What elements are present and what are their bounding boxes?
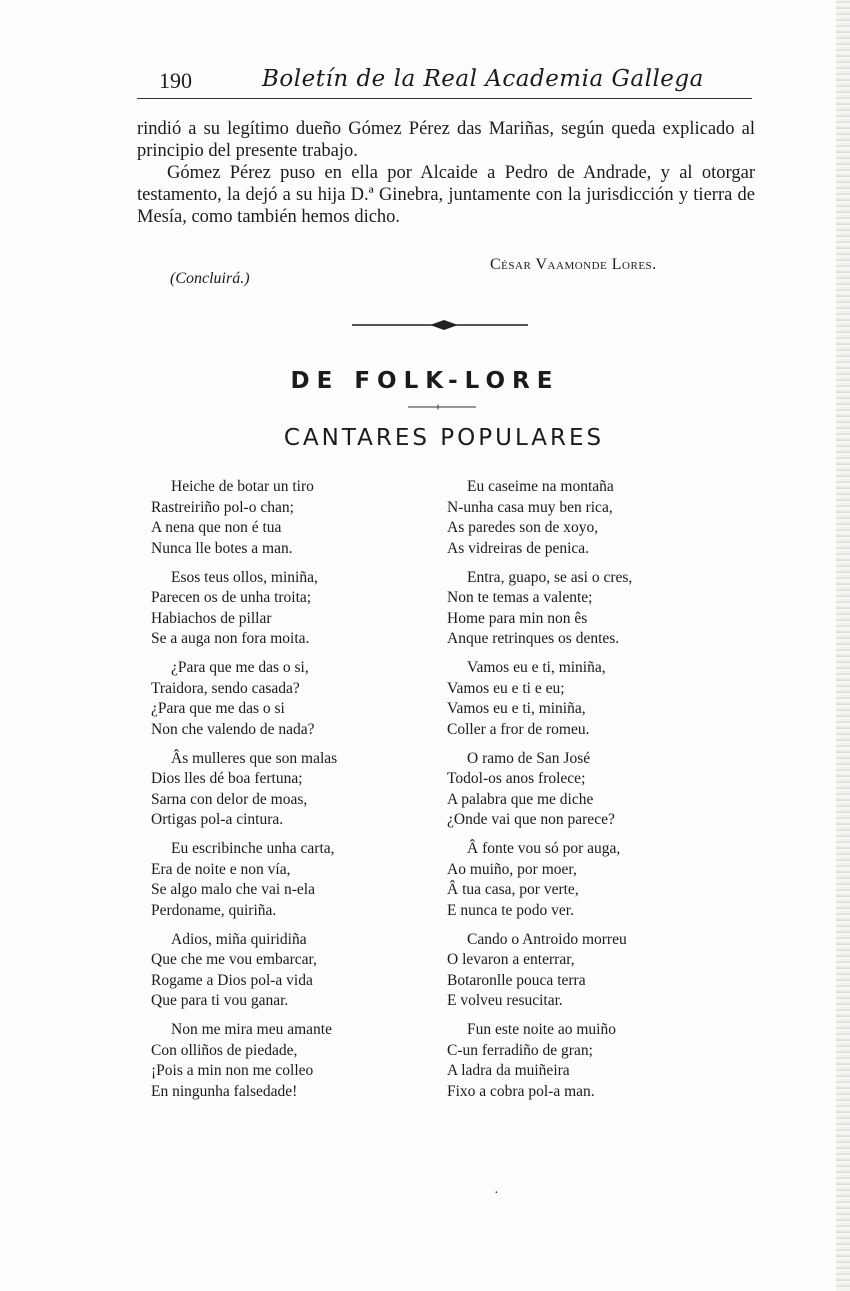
stanza bbox=[151, 1020, 421, 1102]
verse-line: Fun este noite ao muiño bbox=[467, 1021, 616, 1038]
verse-line: Rogame a Dios pol-a vida bbox=[151, 971, 313, 989]
verse-line: N-unha casa muy ben rica, bbox=[447, 498, 613, 516]
verse-line: C-un ferradiño de gran; bbox=[447, 1041, 593, 1059]
verse-line: Botaronlle pouca terra bbox=[447, 971, 586, 989]
verse-line: Home para min non ês bbox=[447, 609, 588, 627]
verse-line: Adios, miña quiridiña bbox=[171, 930, 307, 948]
stanza bbox=[151, 658, 421, 740]
verse-line: Que che me vou embarcar, bbox=[151, 951, 317, 968]
verse-line: Eu caseime na montaña bbox=[467, 478, 614, 495]
verse-line: Que para ti vou ganar. bbox=[151, 992, 289, 1009]
verse-line: Vamos eu e ti e eu; bbox=[447, 679, 565, 697]
verse-line: Traidora, sendo casada? bbox=[151, 679, 300, 697]
verse-line: Â tua casa, por verte, bbox=[447, 881, 579, 898]
stanza bbox=[151, 477, 421, 559]
verse-line: Fixo a cobra pol-a man. bbox=[447, 1082, 595, 1100]
cantares-right-column bbox=[447, 477, 737, 1111]
verse-line: A palabra que me diche bbox=[447, 790, 594, 808]
verse-line: Rastreiriño pol-o chan; bbox=[151, 498, 294, 516]
verse-line: Ortigas pol-a cintura. bbox=[151, 811, 284, 828]
verse-line: Vamos eu e ti, miniña, bbox=[447, 700, 586, 717]
verse-line: ¡Pois a min non me colleo bbox=[151, 1062, 314, 1079]
verse-line: Coller a fror de romeu. bbox=[447, 720, 590, 738]
title-rule bbox=[408, 404, 476, 410]
page-edge bbox=[836, 0, 850, 1291]
verse-line: O levaron a enterrar, bbox=[447, 951, 575, 968]
stanza bbox=[151, 839, 421, 921]
verse-line: Heiche de botar un tiro bbox=[171, 478, 314, 495]
verse-line: As paredes son de xoyo, bbox=[447, 519, 599, 536]
verse-line: Nunca lle botes a man. bbox=[151, 539, 293, 557]
verse-line: ¿Onde vai que non parece? bbox=[447, 811, 615, 828]
paragraph: rindió a su legítimo dueño Gómez Pérez das Mariñas, según queda explicado al principio del presente trabajo. bbox=[137, 119, 755, 161]
verse-line: Vamos eu e ti, miniña, bbox=[467, 659, 606, 676]
cantares-left-column bbox=[151, 477, 421, 1111]
stanza bbox=[447, 477, 737, 559]
ornament-divider bbox=[352, 318, 528, 332]
verse-line: E nunca te podo ver. bbox=[447, 901, 574, 919]
to-be-concluded-note: (Concluirá.) bbox=[170, 270, 250, 287]
section-title: DE FOLK-LORE bbox=[290, 368, 560, 394]
verse-line: Âs mulleres que son malas bbox=[171, 749, 338, 767]
verse-line: Era de noite e non vía, bbox=[151, 860, 291, 878]
stanza bbox=[151, 749, 421, 831]
verse-line: Entra, guapo, se asi o cres, bbox=[467, 568, 633, 586]
stanza bbox=[447, 568, 737, 650]
verse-line: Parecen os de unha troita; bbox=[151, 589, 312, 606]
verse-line: As vidreiras de penica. bbox=[447, 539, 590, 557]
verse-line: A nena que non é tua bbox=[151, 519, 282, 536]
verse-line: Anque retrinques os dentes. bbox=[447, 630, 620, 647]
stanza bbox=[447, 930, 737, 1012]
verse-line: Se a auga non fora moita. bbox=[151, 630, 310, 647]
verse-line: O ramo de San José bbox=[467, 749, 591, 767]
verse-line: Esos teus ollos, miniña, bbox=[171, 568, 318, 586]
verse-line: Eu escribinche unha carta, bbox=[171, 840, 335, 857]
stanza bbox=[447, 1020, 737, 1102]
verse-line: Con olliños de piedade, bbox=[151, 1041, 298, 1059]
verse-line: Ao muiño, por moer, bbox=[447, 860, 577, 878]
paragraph: Gómez Pérez puso en ella por Alcaide a Pedro de Andrade, y al otorgar testamento, la dejó a su hija D.ª Ginebra, juntamente con la jurisdicción y tierra de Mesía, como también hemos dicho. bbox=[137, 163, 755, 227]
author-signature: César Vaamonde Lores. bbox=[490, 256, 657, 273]
page-number: 190 bbox=[159, 68, 192, 93]
verse-line: A ladra da muiñeira bbox=[447, 1062, 570, 1079]
verse-line: ¿Para que me das o si, bbox=[171, 659, 309, 676]
stanza bbox=[151, 568, 421, 650]
verse-line: Dios lles dé boa fertuna; bbox=[151, 770, 303, 787]
verse-line: Perdoname, quiriña. bbox=[151, 901, 277, 919]
verse-line: Sarna con delor de moas, bbox=[151, 790, 308, 808]
verse-line: E volveu resucitar. bbox=[447, 992, 563, 1009]
stanza bbox=[447, 658, 737, 740]
verse-line: Non te temas a valente; bbox=[447, 589, 593, 606]
running-title: Boletín de la Real Academia Gallega bbox=[262, 66, 704, 92]
section-subtitle: CANTARES POPULARES bbox=[283, 425, 605, 451]
verse-line: Habiachos de pillar bbox=[151, 609, 272, 627]
ink-speck: · bbox=[494, 1186, 499, 1201]
stanza bbox=[447, 839, 737, 921]
article-ending bbox=[137, 118, 755, 228]
stanza bbox=[151, 930, 421, 1012]
verse-line: Non me mira meu amante bbox=[171, 1021, 332, 1038]
verse-line: Todol-os anos frolece; bbox=[447, 770, 586, 787]
verse-line: Non che valendo de nada? bbox=[151, 720, 315, 738]
verse-line: Cando o Antroido morreu bbox=[467, 930, 627, 948]
verse-line: Â fonte vou só por auga, bbox=[467, 840, 621, 857]
verse-line: ¿Para que me das o si bbox=[151, 700, 285, 717]
verse-line: En ningunha falsedade! bbox=[151, 1082, 298, 1100]
verse-line: Se algo malo che vai n-ela bbox=[151, 881, 315, 898]
page-header bbox=[137, 66, 752, 99]
stanza bbox=[447, 749, 737, 831]
